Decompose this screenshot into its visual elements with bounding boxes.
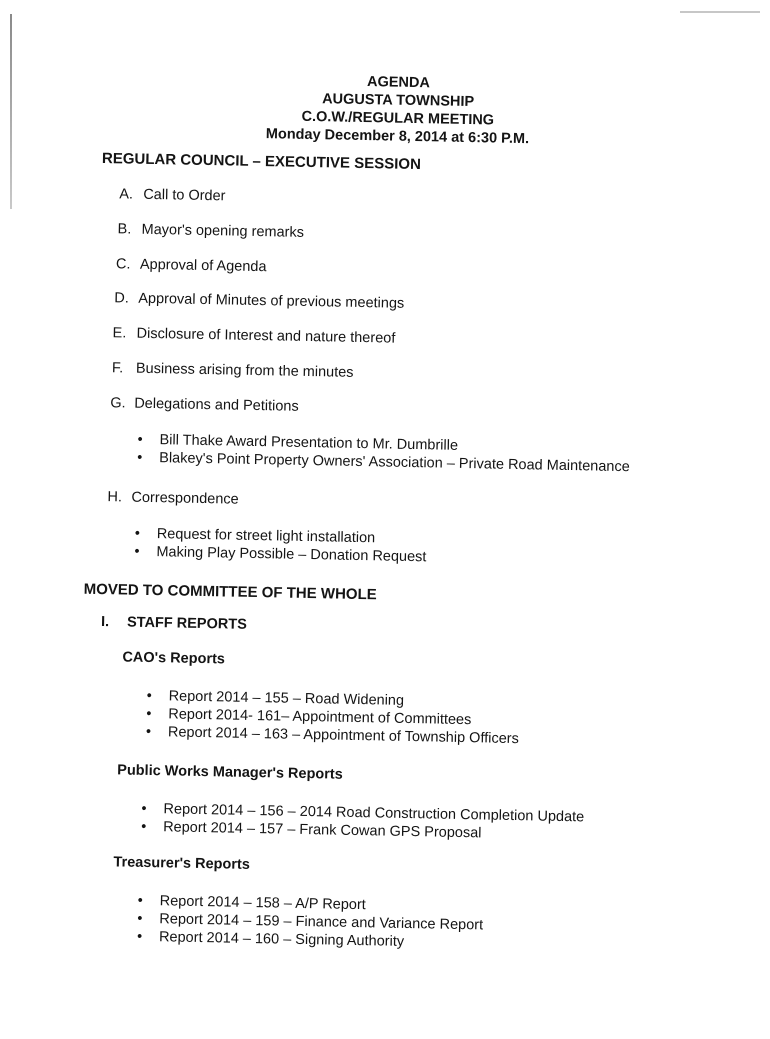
bullet-icon: • — [137, 892, 143, 909]
cao-reports-heading: CAO's Reports — [122, 649, 226, 668]
bullet-icon: • — [146, 705, 152, 723]
bullet-icon: • — [140, 818, 147, 835]
agenda-item-d — [114, 290, 404, 312]
list-item: • Making Play Possible – Donation Request — [134, 543, 427, 566]
list-item: • Bill Thake Award Presentation to Mr. Dumbrille — [137, 431, 459, 454]
item-text: Correspondence — [131, 489, 239, 508]
list-item: • Report 2014 – 163 – Appointment of Township Officers — [145, 723, 519, 748]
staff-reports-numeral: I. — [100, 614, 110, 631]
item-letter: A. — [119, 186, 134, 203]
agenda-item-a — [119, 186, 225, 204]
treasurer-reports-list — [137, 892, 484, 953]
bullet-icon: • — [136, 928, 143, 945]
item-letter: E. — [112, 325, 127, 342]
item-letter: C. — [115, 256, 131, 273]
cao-reports-list — [146, 687, 520, 748]
bullet-icon: • — [141, 800, 147, 817]
item-letter: D. — [114, 290, 129, 307]
header-meeting-type: C.O.W./REGULAR MEETING — [301, 108, 495, 129]
bullet-icon: • — [146, 687, 152, 705]
item-text: Delegations and Petitions — [134, 395, 299, 415]
list-item: • Report 2014 – 159 – Finance and Variance Report — [137, 910, 484, 934]
item-text: Disclosure of Interest and nature thereof — [136, 325, 396, 347]
bullet-icon: • — [137, 449, 143, 466]
public-works-reports-heading: Public Works Manager's Reports — [117, 762, 343, 783]
bullet-icon: • — [134, 543, 140, 560]
section-regular-council: REGULAR COUNCIL – EXECUTIVE SESSION — [101, 149, 422, 174]
bullet-icon: • — [137, 431, 143, 448]
list-item: • Report 2014 – 160 – Signing Authority — [136, 928, 405, 950]
correspondence-list — [134, 525, 427, 567]
header-township: AUGUSTA TOWNSHIP — [322, 91, 475, 111]
list-item: • Report 2014 – 155 – Road Widening — [146, 687, 405, 709]
treasurer-reports-heading: Treasurer's Reports — [113, 854, 251, 873]
staff-reports-heading — [101, 614, 247, 633]
agenda-item-f — [112, 360, 354, 381]
item-text: Approval of Agenda — [139, 256, 267, 276]
item-text: Business arising from the minutes — [135, 360, 354, 381]
staff-reports-title: STAFF REPORTS — [126, 614, 247, 633]
header-date: Monday December 8, 2014 at 6:30 P.M. — [265, 126, 530, 148]
list-item: • Report 2014 – 157 – Frank Cowan GPS Proposal — [140, 818, 482, 842]
header-title: AGENDA — [366, 74, 431, 92]
agenda-item-g — [110, 395, 299, 415]
public-works-reports-list — [141, 800, 584, 844]
list-item: • Report 2014 – 156 – 2014 Road Construction Completion Update — [141, 800, 585, 826]
agenda-item-e — [112, 325, 395, 346]
list-item: • Report 2014- 161– Appointment of Committees — [146, 705, 472, 729]
bullet-icon: • — [134, 525, 141, 542]
agenda-item-c — [116, 256, 267, 275]
item-letter: B. — [117, 221, 132, 238]
item-letter: F. — [111, 360, 124, 377]
agenda-item-b — [117, 221, 304, 241]
list-item: • Report 2014 – 158 – A/P Report — [137, 892, 366, 914]
delegations-list — [137, 431, 630, 476]
item-text: Approval of Minutes of previous meetings — [138, 290, 405, 312]
section-committee-of-whole: MOVED TO COMMITTEE OF THE WHOLE — [83, 580, 377, 604]
agenda-header — [252, 71, 543, 149]
list-item: • Blakey's Point Property Owners' Association – Private Road Maintenance — [137, 449, 630, 476]
bullet-icon: • — [145, 723, 152, 741]
item-letter: H. — [107, 489, 123, 506]
item-text: Mayor's opening remarks — [141, 221, 305, 241]
agenda-item-h — [107, 489, 239, 508]
bullet-icon: • — [137, 910, 143, 927]
item-text: Call to Order — [143, 186, 226, 205]
list-item: • Request for street light installation — [134, 525, 376, 547]
item-letter: G. — [110, 395, 126, 412]
